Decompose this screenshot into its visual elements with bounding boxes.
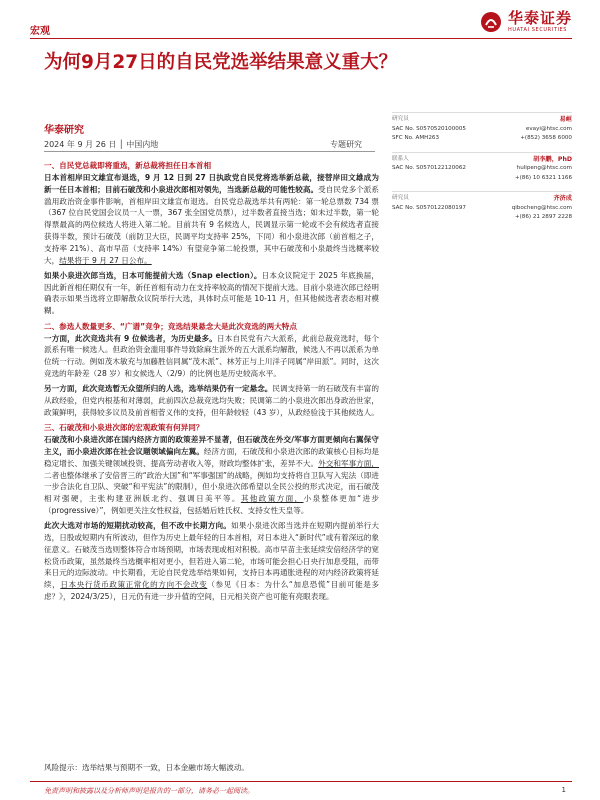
report-category: 宏观 <box>30 26 50 37</box>
analyst-email[interactable]: qibocheng@htsc.com <box>511 204 572 211</box>
logo-english-name: HUATAI SECURITIES <box>507 27 568 33</box>
huatai-logo <box>480 10 572 33</box>
risk-note: 风险提示：选举结果与预期不一致，日本金融市场大幅波动。 <box>44 763 250 772</box>
section-heading-3: 三、石破茂和小泉进次郎的宏观政策有何异同？ <box>44 423 204 433</box>
analyst-sfc: SFC No. AMH263 <box>392 135 440 141</box>
analyst-sac: SAC No. S0570122120062 <box>392 165 466 171</box>
date-region: 2024 年 9 月 26 日 │ 中国内地 <box>44 140 159 149</box>
section-heading-1: 一、自民党总裁即将重选，新总裁将担任日本首相 <box>44 161 212 170</box>
paragraph-6: 此次大选对市场的短期扰动较高，但不改中长期方向。如果小泉进次郎当选并在短期内提前举行大选，日股或短期内有所波动，但作为历史上最年轻的日本首相，对日本进入“新时代”或有着深远的象征意义。石破茂当选则整体符合市场预期，市场表现或相对积极。高市早苗主张延续安倍经济学的宽松货币政策，虽然最终当选概率相对更小，但若进入第二轮，市场可能会担心日央行加息受阻，而带来日元的边际波动。中长期看，无论自民党选举结果如何，支持日本再通胀进程的对内经济政策将延续，日本央行货币政策正常化的方向不会改变（参见《日本：为什么“加息恐慌”目前可能是多虑？》，2024/3/25），日元仍有进一步升值的空间，日元相关资产也可能有亮眼表现。 <box>44 521 380 601</box>
header-rule <box>30 38 572 39</box>
analyst-card <box>392 152 572 184</box>
page-number: 1 <box>561 786 566 794</box>
analyst-email[interactable]: evayi@htsc.com <box>525 125 572 132</box>
paragraph-4: 另一方面，此次竞选暂无众望所归的人选，选举结果仍有一定悬念。民调支持第一的石破茂有丰富的从政经验，但党内根基和对薄弱，此前四次总裁竞选均失败；民调第二的小泉进次郎出身政治世家，政策鲜明，获得较多议员及前首相菅义伟的支持，但年龄较轻（43 岁），从政经验浅于其他候选人。 <box>44 384 379 417</box>
paragraph-3: 一方面，此次竞选共有 9 位候选者，为历史最多。日本自民党有六大派系，此前总裁竞选时，每个派系有唯一候选人。但政治资金滥用事件导致除麻生派外的五大派系均解散，候选人不再以派系为单位统一行动。例如茂木敏充与加藤胜信同属“茂木派”、林芳正与上川洋子同属“岸田派”。同时，这次竞选的年龄差（28 岁）和女候选人（2/9）的比例也是历史较高水平。 <box>44 333 380 378</box>
analyst-sac: SAC No. S0570122080197 <box>392 204 466 211</box>
analyst-role: 联系人 <box>392 155 409 162</box>
report-body <box>44 160 379 606</box>
footer-disclaimer: 免责声明和披露以及分析师声明是报告的一部分，请务必一起阅读。 <box>44 787 254 795</box>
huatai-logo-icon <box>480 11 502 33</box>
report-type: 专题研究 <box>330 140 362 149</box>
analyst-email[interactable]: hulipeng@htsc.com <box>516 165 572 171</box>
footer-rule <box>30 781 572 782</box>
analyst-card <box>392 112 572 144</box>
analyst-card <box>392 191 572 223</box>
logo-chinese-name: 华泰证券 <box>507 9 572 27</box>
analyst-phone: +(852) 3658 6000 <box>520 135 572 141</box>
analyst-name: 齐济成 <box>553 195 572 202</box>
analyst-role: 研究员 <box>392 116 409 122</box>
analyst-sac: SAC No. S0570520100005 <box>392 125 466 132</box>
analyst-role: 研究员 <box>392 195 409 201</box>
section-heading-2: 二、参选人数量更多、“广谱”竞争；竞选结果悬念大是此次竞选的两大特点 <box>44 321 297 331</box>
analyst-phone: +(86) 21 2897 2228 <box>514 214 572 220</box>
meta-rule <box>44 151 375 152</box>
paragraph-5: 石破茂和小泉进次郎在国内经济方面的政策差异不显著，但石破茂在外交/军事方面更倾向右翼保守主义，而小泉进次郎在社会议题领域偏向左翼。经济方面，石破茂和小泉进次郎的政策核心目标均是稳定增长、加强关键领域投资、提高劳动者收入等，财政均整体扩张，差异不大。外交和军事方面，二者也整体继承了安倍晋三的“政治大国”和“军事强国”的战略，例如均支持将自卫队写入宪法（即进一步合法化自卫队、突破“和平宪法”的限制），但小泉进次郎希望以全民公投的形式决定，而石破茂相对强硬，主张构建亚洲版北约、强调日美平等。其他政策方面，小泉整体更加“进步（progressive）”，例如更关注女性权益，包括婚后姓氏权、支持女性天皇等。 <box>44 435 380 515</box>
analyst-panel <box>392 112 572 231</box>
analyst-name: 胡李鹏，PhD <box>533 155 572 163</box>
paragraph-1: 日本首相岸田文雄宣布退选，9 月 12 日到 27 日执政党自民党将选举新总裁，接替岸田文雄成为新一任日本首相；目前石破茂和小泉进次郎相对领先，当选新总裁的可能性较高。受自民党多个派系滥用政治资金事件影响，首相岸田文雄宣布退选。自民党总裁选举共有两轮：第一轮总票数 734 票（367 位自民党国会议员一人一票，367 张全国党员票），过半数者直接当选；如未过半数，第一轮得票最高的两位候选人将进入第二轮。目前共有 9 名候选人，民调显示第一轮或不会有候选者直接获得半数，预计石破茂（前防卫大臣，民调平均支持率 25%，下同）和小泉进次郎（前首相之子，支持率 21%）、高市早苗（支持率 14%）有望竞争第二轮投票，其中石破茂和小泉最终当选概率较大，结果将于 9 月 27 日公布。 <box>44 173 380 265</box>
paragraph-2: 如果小泉进次郎当选，日本可能提前大选（Snap election）。日本众议院定于 2025 年底换届，因此新首相任期仅有一年，新任首相有动力在支持率较高的情况下提前大选。目前小泉进次郎已经明确表示如果当选将立即解散众议院举行大选，具体时点可能是 10-11 月，但其他候选者表态相对模糊。 <box>44 270 379 316</box>
analyst-name: 易峘 <box>559 116 572 123</box>
byline: 华泰研究 <box>44 125 84 136</box>
analyst-phone: +(86) 10 6321 1166 <box>514 174 572 181</box>
report-title: 为何9月27日的自民党选举结果意义重大？ <box>44 52 398 73</box>
